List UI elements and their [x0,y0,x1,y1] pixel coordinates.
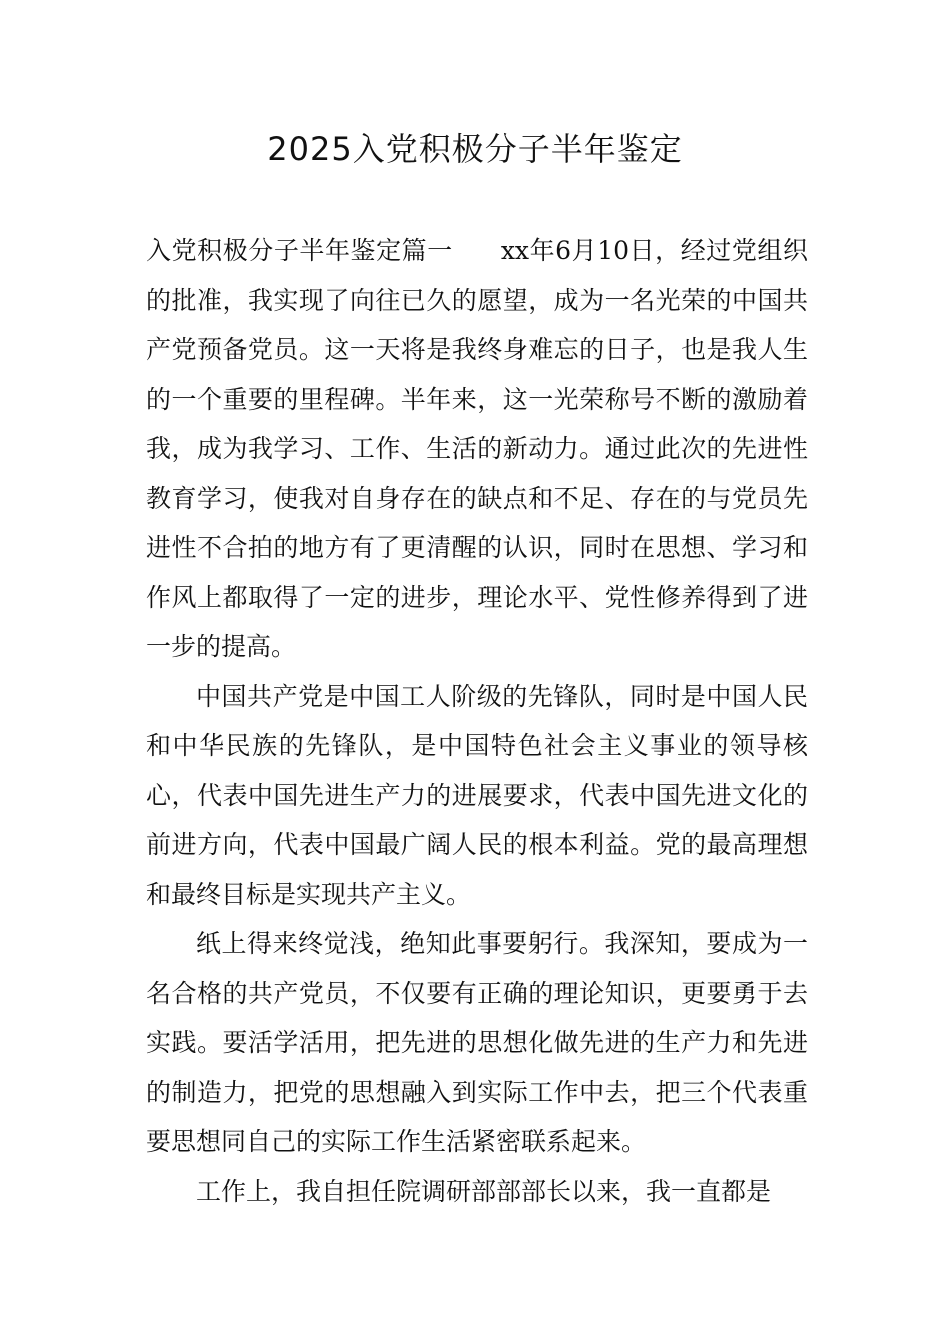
document-title: 2025入党积极分子半年鉴定 [267,130,683,168]
body-paragraph-2: 纸上得来终觉浅，绝知此事要躬行。我深知，要成为一名合格的共产党员，不仅要有正确的理论知识，更要勇于去实践。要活学活用，把先进的思想化做先进的生产力和先进的制造力，把党的思想融入到实际工作中去，把三个代表重要思想同自己的实际工作生活紧密联系起来。 [146,929,808,1156]
body-paragraph-3: 工作上，我自担任院调研部部部长以来，我一直都是 [196,1176,772,1206]
intro-paragraph [146,226,808,672]
body-paragraph-1: 中国共产党是中国工人阶级的先锋队，同时是中国人民和中华民族的先锋队，是中国特色社会主义事业的领导核心，代表中国先进生产力的进展要求，代表中国先进文化的前进方向，代表中国最广阔人民的根本利益。党的最高理想和最终目标是实现共产主义。 [146,681,808,909]
document-body [146,226,808,1216]
intro-text: xx年6月10日，经过党组织的批准，我实现了向往已久的愿望，成为一名光荣的中国共产党预备党员。这一天将是我终身难忘的日子，也是我人生的一个重要的里程碑。半年来，这一光荣称号不断的激励着我，成为我学习、工作、生活的新动力。通过此次的先进性教育学习，使我对自身存在的缺点和不足、存在的与党员先进性不合拍的地方有了更清醒的认识，同时在思想、学习和作风上都取得了一定的进步，理论水平、党性修养得到了进一步的提高。 [146,236,808,661]
intro-heading: 入党积极分子半年鉴定篇一 [146,236,453,265]
